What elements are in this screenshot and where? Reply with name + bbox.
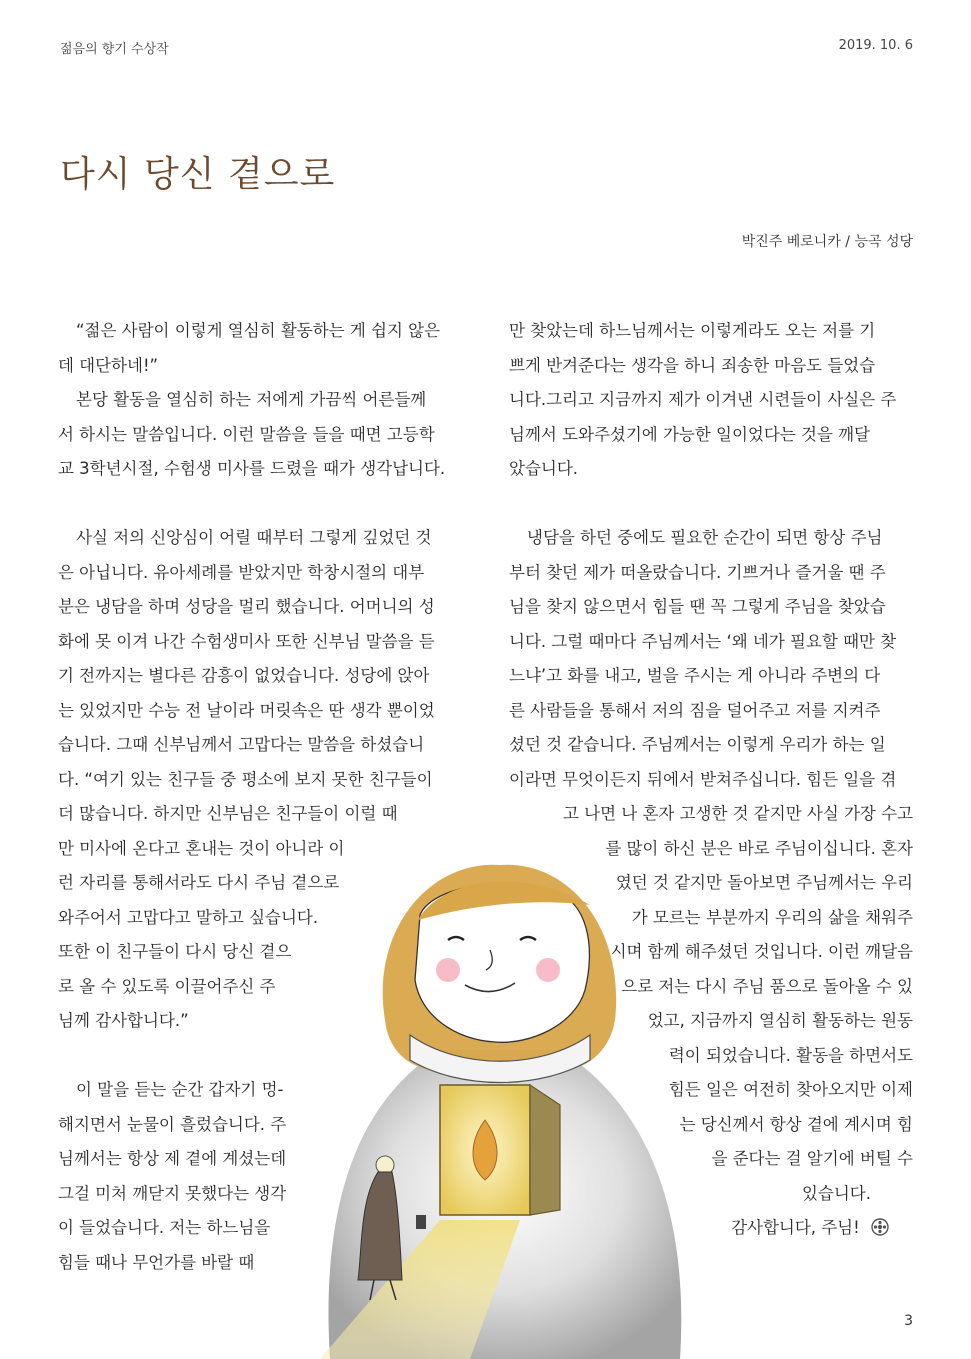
- paragraph-line: 본당 활동을 열심히 하는 저에게 가끔씩 어른들께: [76, 390, 427, 409]
- article-column-left: [58, 314, 462, 1280]
- paragraph-line: 었고, 지금까지 열심히 활동하는 원동: [647, 1011, 913, 1030]
- paragraph-line: 를 많이 하신 분은 바로 주님이십니다. 혼자: [605, 838, 913, 858]
- paragraph-line: 님께 감사합니다.”: [58, 1011, 189, 1030]
- paragraph-line: 힘들 때나 무언가를 바랄 때: [58, 1252, 255, 1272]
- paragraph-line: 서 하시는 말씀입니다. 이런 말씀을 들을 때면 고등학: [58, 424, 435, 444]
- paragraph-line: 으로 저는 다시 주님 품으로 돌아올 수 있: [621, 976, 913, 996]
- article-column-right: [509, 314, 913, 1246]
- closing-text: 감사합니다, 주님!: [731, 1218, 860, 1237]
- paragraph-line: 쁘게 반겨준다는 생각을 하니 죄송한 마음도 들었습: [509, 355, 876, 375]
- paragraph-line: 런 자리를 통해서라도 다시 주님 곁으로: [58, 873, 340, 892]
- paragraph-line: 습니다. 그때 신부님께서 고맙다는 말씀을 하셨습니: [58, 735, 425, 754]
- paragraph-line: 더 많습니다. 하지만 신부님은 친구들이 이럴 때: [58, 804, 398, 823]
- article-author: 박진주 베로니카 / 능곡 성당: [741, 234, 913, 250]
- paragraph-line: 력이 되었습니다. 활동을 하면서도: [668, 1045, 913, 1065]
- paragraph-gap: [58, 487, 462, 522]
- paragraph-line: 힘든 일은 여전히 찾아오지만 이제: [668, 1080, 913, 1099]
- paragraph-line: 교 3학년시절, 수험생 미사를 드렸을 때가 생각납니다.: [58, 459, 446, 478]
- paragraph-line: 기 전까지는 별다른 감흥이 없었습니다. 성당에 앉아: [58, 666, 430, 685]
- paragraph-line: 는 당신께서 항상 곁에 계시며 힘: [679, 1114, 913, 1134]
- paragraph-line: 로 올 수 있도록 이끌어주신 주: [58, 976, 276, 996]
- section-label: 젊음의 향기 수상작: [60, 42, 169, 57]
- paragraph-line: 는 있었지만 수능 전 날이라 머릿속은 딴 생각 뿐이었: [58, 700, 435, 720]
- paragraph-line: 해지면서 눈물이 흘렀습니다. 주: [58, 1114, 287, 1134]
- article-title: 다시 당신 곁으로: [60, 154, 336, 195]
- paragraph-line: 와주어서 고맙다고 말하고 싶습니다.: [58, 907, 319, 927]
- paragraph-line: 있습니다.: [801, 1183, 871, 1203]
- paragraph-line: 냉담을 하던 중에도 필요한 순간이 되면 항상 주님: [527, 528, 883, 547]
- paragraph-line: 님께서 도와주셨기에 가능한 일이었다는 것을 깨달: [509, 424, 870, 444]
- paragraph-line: 이 말을 듣는 순간 갑자기 멍-: [76, 1080, 284, 1099]
- issue-date: 2019. 10. 6: [838, 38, 913, 53]
- paragraph-line: 사실 저의 신앙심이 어릴 때부터 그렇게 깊었던 것: [76, 528, 432, 547]
- paragraph-line: 부터 찾던 제가 떠올랐습니다. 기쁘거나 즐거울 땐 주: [509, 562, 886, 582]
- paragraph-line: 데 대단하네!”: [58, 355, 159, 375]
- paragraph-line: 님께서는 항상 제 곁에 계셨는데: [58, 1149, 287, 1168]
- paragraph-line: 니다.그리고 지금까지 제가 이겨낸 시련들이 사실은 주: [509, 390, 897, 409]
- paragraph-line: 분은 냉담을 하며 성당을 멀리 했습니다. 어머니의 성: [58, 597, 435, 616]
- end-mark-icon: [871, 1218, 889, 1236]
- paragraph-line: 이 들었습니다. 저는 하느님을: [58, 1218, 271, 1237]
- paragraph-line: 만 찾았는데 하느님께서는 이렇게라도 오는 저를 기: [509, 321, 876, 340]
- paragraph-line: 느냐’고 화를 내고, 벌을 주시는 게 아니라 주변의 다: [509, 666, 881, 685]
- paragraph-line: 셨던 것 같습니다. 주님께서는 이렇게 우리가 하는 일: [509, 735, 886, 754]
- paragraph-line: 가 모르는 부분까지 우리의 삶을 채워주: [631, 907, 913, 927]
- paragraph-gap: [509, 487, 913, 522]
- paragraph-line: “젊은 사람이 이렇게 열심히 활동하는 게 쉽지 않은: [76, 321, 441, 340]
- paragraph-line: 또한 이 친구들이 다시 당신 곁으: [58, 942, 292, 961]
- paragraph-line: 고 나면 나 혼자 고생한 것 같지만 사실 가장 수고: [562, 804, 913, 823]
- page-number: 3: [904, 1313, 913, 1329]
- paragraph-gap: [58, 1039, 462, 1074]
- paragraph-line: 다. “여기 있는 친구들 중 평소에 보지 못한 친구들이: [58, 769, 433, 789]
- paragraph-line: 였던 것 같지만 돌아보면 주님께서는 우리: [615, 873, 913, 892]
- paragraph-line: 른 사람들을 통해서 저의 짐을 덜어주고 저를 지켜주: [509, 700, 881, 720]
- closing-line: [509, 1211, 913, 1246]
- paragraph-line: 이라면 무엇이든지 뒤에서 받쳐주십니다. 힘든 일을 겪: [509, 769, 897, 789]
- paragraph-line: 니다. 그럴 때마다 주님께서는 ‘왜 네가 필요할 때만 찾: [509, 631, 897, 651]
- paragraph-line: 았습니다.: [509, 459, 579, 478]
- paragraph-line: 은 아닙니다. 유아세례를 받았지만 학창시절의 대부: [58, 562, 425, 582]
- paragraph-line: 을 준다는 걸 알기에 버틸 수: [711, 1149, 913, 1168]
- paragraph-line: 님을 찾지 않으면서 힘들 땐 꼭 그렇게 주님을 찾았습: [509, 597, 886, 616]
- paragraph-line: 화에 못 이겨 나간 수험생미사 또한 신부님 말씀을 듣: [58, 631, 435, 651]
- paragraph-line: 만 미사에 온다고 혼내는 것이 아니라 이: [58, 838, 345, 858]
- paragraph-line: 시며 함께 해주셨던 것입니다. 이런 깨달음: [610, 942, 913, 961]
- paragraph-line: 그걸 미처 깨닫지 못했다는 생각: [58, 1183, 287, 1203]
